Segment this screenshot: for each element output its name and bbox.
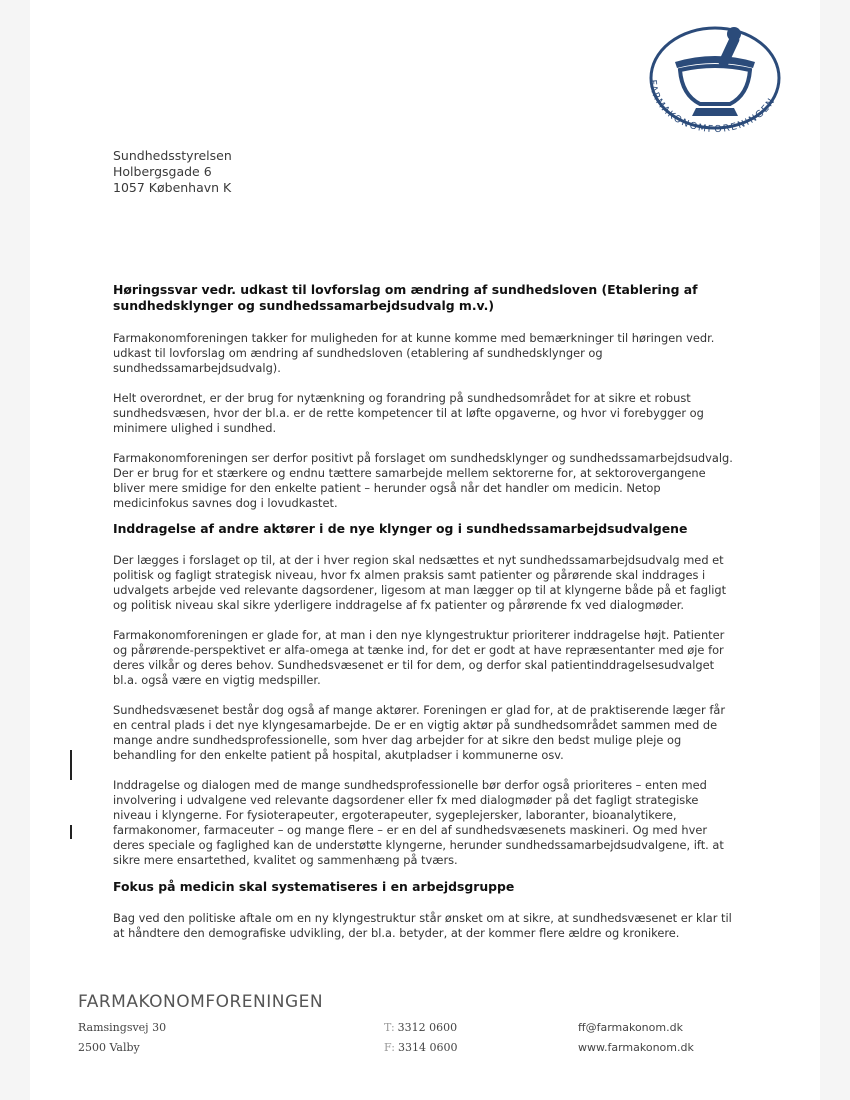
letterhead-footer: [78, 992, 798, 1054]
fax-label: F:: [384, 1041, 395, 1054]
footer-street: Ramsingsvej 30: [78, 1021, 167, 1034]
paragraph: Farmakonomforeningen takker for muligheden for at kunne komme med bemærkninger til høringen vedr. udkast til lovforslag om ændring af sundhedsloven (etablering af sundhedsklynger og sundhedssamarbejdsudvalg).: [113, 331, 715, 375]
change-bar: [70, 825, 72, 839]
footer-website[interactable]: www.farmakonom.dk: [578, 1041, 694, 1054]
footer-contact: [578, 1018, 694, 1058]
letter-body: [113, 282, 733, 956]
paragraph: Sundhedsvæsenet består dog også af mange aktører. Foreningen er glad for, at de praktiserende læger får en central plads i det nye klyngesamarbejde. De er en vigtig aktør på sundhedsområdet sammen med de mange andre sundhedsprofessionelle, som hver dag arbejder for at sikre den bedst mulige pleje og behandling for den enkelte patient på hospital, akutpladser i kommunerne osv.: [113, 703, 726, 762]
document-title: Høringssvar vedr. udkast til lovforslag om ændring af sundhedsloven (Etablering af sundhedsklynger og sundhedssamarbejdsudvalg m.v.): [113, 282, 698, 313]
paragraph: Inddragelse og dialogen med de mange sundhedsprofessionelle bør derfor også prioriteres – enten med involvering i udvalgene ved relevante dagsordener eller fx med dialogmøder på det fagligt strategiske niveau i klyngerne. For fysioterapeuter, ergoterapeuter, sygeplejersker, laboranter, bioanalytikere, farmakonomer, farmaceuter – og mange flere – er en del af sundhedsvæsenets maskineri. Og med hver deres speciale og faglighed kan de understøtte klyngerne, herunder sundhedssamarbejdsudvalgene, ift. at sikre mere ensartethed, kvalitet og sammenhæng på tværs.: [113, 778, 724, 867]
paragraph: Bag ved den politiske aftale om en ny klyngestruktur står ønsket om at sikre, at sundhedsvæsenet er klar til at håndtere den demografiske udvikling, der bl.a. betyder, at der kommer flere ældre og kronikere.: [113, 911, 732, 940]
footer-org-name: FARMAKONOMFORENINGEN: [78, 992, 324, 1012]
recipient-line: Holbergsgade 6: [113, 164, 212, 179]
footer-fax: 3314 0600: [397, 1041, 458, 1054]
paragraph: Farmakonomforeningen ser derfor positivt på forslaget om sundhedsklynger og sundhedssamarbejdsudvalg. Der er brug for et stærkere og endnu tættere samarbejde mellem sektorerne for, at sektorovergangene bliver mere smidige for den enkelte patient – herunder også når det handler om medicin. Netop medicinfokus savnes dog i lovudkastet.: [113, 451, 733, 510]
paragraph: Helt overordnet, er der brug for nytænkning og forandring på sundhedsområdet for at sikre et robust sundhedsvæsen, hvor der bl.a. er de rette kompetencer til at løfte opgaverne, og hvor vi forebygger og minimere ulighed i sundhed.: [113, 391, 704, 435]
logo-ring-text: FARMAKONOMFORENINGEN: [646, 79, 778, 136]
farmakonomforeningen-logo: [630, 20, 800, 150]
section-heading: Fokus på medicin skal systematiseres i en arbejdsgruppe: [113, 879, 515, 894]
footer-address: [78, 1018, 166, 1058]
footer-phone: 3312 0600: [397, 1021, 458, 1034]
footer-email[interactable]: ff@farmakonom.dk: [578, 1021, 683, 1034]
recipient-address: [113, 148, 232, 196]
change-bar: [70, 750, 72, 780]
recipient-line: Sundhedsstyrelsen: [113, 148, 232, 163]
mortar-and-pestle-icon: [675, 27, 755, 116]
paragraph: Der lægges i forslaget op til, at der i hver region skal nedsættes et nyt sundhedssamarbejdsudvalg med et politisk og fagligt strategisk niveau, hvor fx almen praksis samt patienter og pårørende skal inddrages i udvalgets arbejde ved relevante dagsordener, ligesom at man lægger op til at klyngerne både på et fagligt og politisk niveau skal sikre yderligere inddragelse af fx patienter og pårørende fx ved dialogmøder.: [113, 553, 727, 612]
footer-city: 2500 Valby: [78, 1041, 140, 1054]
paragraph: Farmakonomforeningen er glade for, at man i den nye klyngestruktur prioriterer inddragelse højt. Patienter og pårørende-perspektivet er alfa-omega at tænke ind, for det er godt at have repræsentanter med øje for deres vilkår og deres behov. Sundhedsvæsenet er til for dem, og derfor skal patientinddragelsesudvalget bl.a. også være en vigtig medspiller.: [113, 628, 725, 687]
recipient-line: 1057 København K: [113, 180, 232, 195]
svg-text:FARMAKONOMFORENINGEN: [647, 79, 778, 135]
footer-phones: [384, 1018, 457, 1058]
phone-label: T:: [384, 1021, 395, 1034]
section-heading: Inddragelse af andre aktører i de nye klynger og i sundhedssamarbejdsudvalgene: [113, 521, 688, 536]
letter-page: [30, 0, 820, 1100]
